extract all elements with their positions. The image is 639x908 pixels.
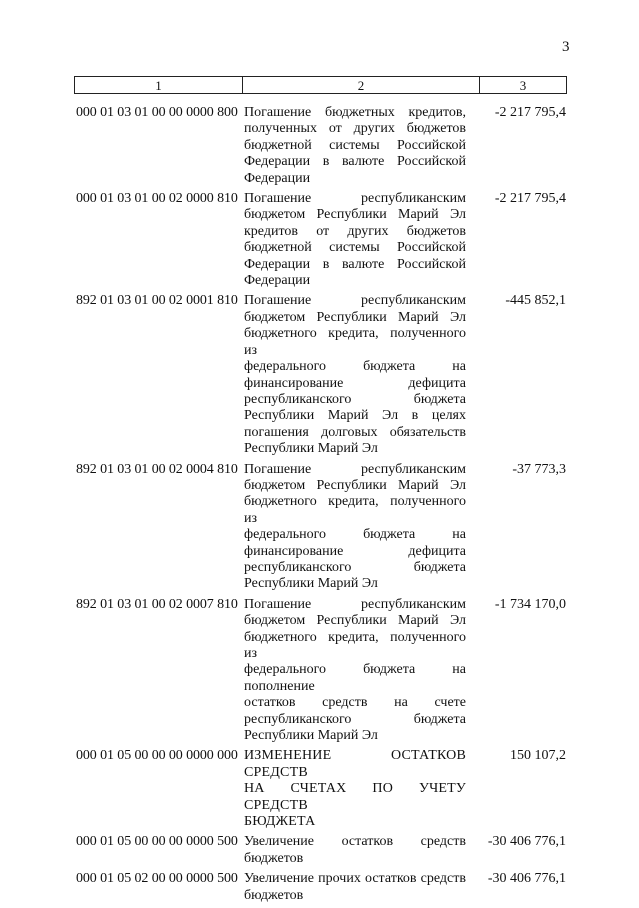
budget-description (244, 871, 466, 904)
description-line: финансирование дефицита (244, 543, 466, 559)
budget-description (244, 748, 466, 830)
description-line: республиканского бюджета (244, 559, 466, 575)
description-line: Республики Марий Эл в целях (244, 408, 466, 424)
column-header-1: 1 (75, 77, 243, 94)
budget-code: 892 01 03 01 00 02 0007 810 (76, 596, 238, 612)
table-row (76, 834, 566, 867)
description-line: бюджетной системы Российской (244, 137, 466, 153)
description-line: финансирование дефицита (244, 375, 466, 391)
description-line: республиканского бюджета (244, 711, 466, 727)
table-row (76, 462, 566, 593)
column-header-row (75, 77, 567, 94)
column-header-2: 2 (243, 77, 480, 94)
description-line: Погашение республиканским (244, 191, 466, 207)
description-line: Погашение республиканским (244, 293, 466, 309)
description-line: полученных от других бюджетов (244, 121, 466, 137)
description-line: Республики Марий Эл (244, 576, 378, 592)
column-header-table (74, 76, 567, 94)
description-line: Погашение бюджетных кредитов, (244, 105, 466, 120)
budget-code: 000 01 03 01 00 00 0000 800 (76, 105, 238, 120)
budget-description (244, 462, 466, 593)
description-line: бюджетом Республики Марий Эл (244, 477, 466, 493)
budget-value: -2 217 795,4 (494, 191, 566, 207)
table-row (76, 293, 566, 457)
description-line: погашения долговых обязательств (244, 424, 466, 440)
description-line: бюджетного кредита, полученного из (244, 326, 466, 358)
description-line: бюджетной системы Российской (244, 240, 466, 256)
budget-value: -2 217 795,4 (494, 105, 566, 120)
description-line: бюджетного кредита, полученного из (244, 494, 466, 526)
description-line: бюджетом Республики Марий Эл (244, 613, 466, 629)
budget-code: 000 01 05 02 00 00 0000 500 (76, 871, 238, 887)
description-line: федерального бюджета на (244, 527, 466, 543)
budget-code: 000 01 05 00 00 00 0000 000 (76, 748, 238, 764)
budget-value: -1 734 170,0 (494, 596, 566, 612)
budget-description (244, 597, 466, 745)
description-line: Республики Марий Эл (244, 441, 378, 457)
description-line: БЮДЖЕТА (244, 814, 316, 830)
description-line: Республики Марий Эл (244, 728, 378, 744)
description-line: Федерации в валюте Российской (244, 154, 466, 170)
description-line: кредитов от других бюджетов (244, 223, 466, 239)
budget-value: -37 773,3 (512, 461, 566, 477)
description-line: ИЗМЕНЕНИЕ ОСТАТКОВ СРЕДСТВ (244, 748, 466, 780)
description-line: Федерации (244, 170, 311, 186)
column-header-3: 3 (480, 77, 567, 94)
budget-value: -30 406 776,1 (487, 871, 566, 887)
budget-code: 000 01 05 00 00 00 0000 500 (76, 834, 238, 850)
description-line: федерального бюджета на (244, 359, 466, 375)
description-line: Увеличение прочих остатков средств (244, 871, 466, 887)
budget-description (244, 834, 466, 867)
table-row (76, 191, 566, 289)
budget-value: -445 852,1 (505, 293, 566, 309)
description-line: НА СЧЕТАХ ПО УЧЕТУ СРЕДСТВ (244, 781, 466, 813)
description-line: Федерации (244, 273, 311, 289)
description-line: республиканского бюджета (244, 391, 466, 407)
budget-value: -30 406 776,1 (487, 834, 566, 850)
description-line: бюджетом Республики Марий Эл (244, 207, 466, 223)
budget-rows (76, 105, 566, 908)
budget-code: 892 01 03 01 00 02 0004 810 (76, 461, 238, 477)
description-line: бюджетов (244, 887, 304, 903)
table-row (76, 105, 566, 187)
description-line: бюджетом Республики Марий Эл (244, 309, 466, 325)
budget-description (244, 191, 466, 289)
description-line: Погашение республиканским (244, 596, 466, 612)
table-row (76, 748, 566, 830)
description-line: Федерации в валюте Российской (244, 256, 466, 272)
page-number: 3 (562, 39, 570, 55)
budget-code: 892 01 03 01 00 02 0001 810 (76, 293, 238, 309)
description-line: бюджетов (244, 850, 304, 866)
description-line: остатков средств на счете (244, 695, 466, 711)
budget-code: 000 01 03 01 00 02 0000 810 (76, 191, 238, 207)
table-row (76, 871, 566, 904)
description-line: Увеличение остатков средств (244, 834, 466, 850)
budget-description (244, 105, 466, 187)
description-line: федерального бюджета на пополнение (244, 662, 466, 694)
budget-description (244, 293, 466, 457)
description-line: Погашение республиканским (244, 461, 466, 477)
description-line: бюджетного кредита, полученного из (244, 629, 466, 661)
budget-value: 150 107,2 (510, 748, 566, 764)
table-row (76, 597, 566, 745)
